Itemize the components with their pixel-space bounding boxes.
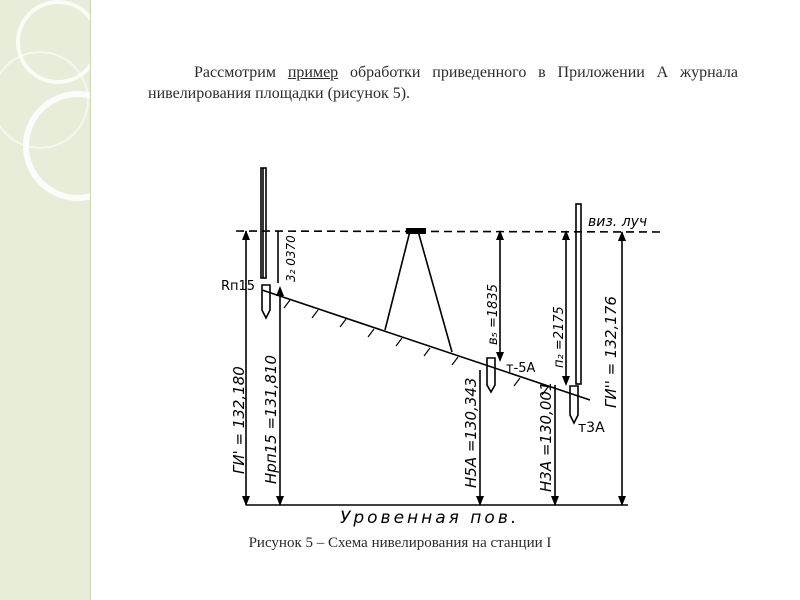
- example-link[interactable]: пример: [287, 64, 339, 81]
- benchmark-label: Rп15: [221, 279, 256, 294]
- h-5a-label: H5А =130,343: [462, 377, 480, 488]
- ground-hatching: [284, 300, 548, 395]
- h-rp15-label: Hрп15 =131,810: [262, 354, 280, 484]
- point-5a-label: т-5А: [506, 361, 536, 376]
- right-staff: [576, 204, 581, 384]
- reading-back-label: 3₂ 0370: [284, 235, 298, 282]
- hi-left-label: ГИ' = 132,180: [230, 366, 248, 474]
- tripod-left-leg: [385, 231, 410, 330]
- intro-text: Рассмотрим пример обработки приведенного в Приложении А журнала нивелирования площадки (рисунок 5).: [148, 64, 738, 102]
- datum-label: Уровенная пов.: [340, 508, 520, 528]
- point-3a-label: т3А: [578, 420, 605, 436]
- peg-5a: [487, 358, 495, 392]
- sight-line: [236, 231, 660, 232]
- h-3a-label: H3А =130,001: [537, 381, 555, 492]
- peg-3a: [570, 386, 578, 423]
- reading-3a-label: п₂ =2175: [552, 306, 567, 368]
- sight-line-label: виз. луч: [588, 214, 648, 230]
- level-instrument: [406, 228, 426, 234]
- reading-5a-label: в₅ =1835: [486, 284, 501, 345]
- tripod-right-leg: [418, 231, 452, 352]
- figure-caption: Рисунок 5 – Схема нивелирования на станции I: [248, 535, 552, 551]
- hi-right-label: ГИ'' = 132,176: [602, 296, 620, 408]
